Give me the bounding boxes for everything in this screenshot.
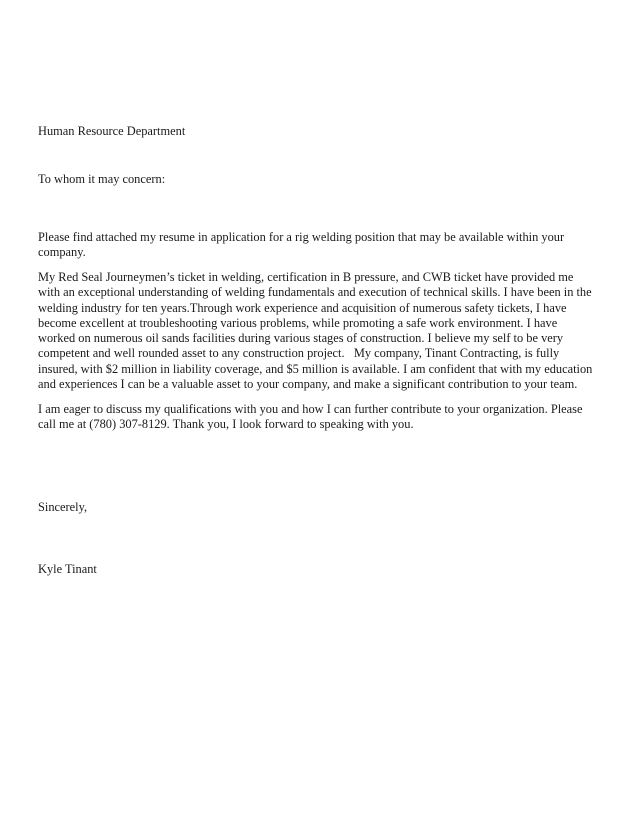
paragraph-contact	[38, 402, 606, 433]
paragraph-line: My Red Seal Journeymen’s ticket in welding, certification in B pressure, and CWB ticket have provided me	[38, 270, 574, 284]
paragraph-line: Please find attached my resume in application for a rig welding position that may be available within your	[38, 230, 565, 244]
paragraph-line: company.	[38, 245, 86, 260]
paragraph-line: competent and well rounded asset to any construction project. My company, Tinant Contracting, is fully	[38, 346, 560, 361]
signature-name: Kyle Tinant	[38, 562, 97, 576]
closing-text: Sincerely,	[38, 500, 88, 514]
paragraph-line: and experiences I can be a valuable asset to your company, and make a significant contribution to your team.	[38, 377, 578, 392]
paragraph-line: worked on numerous oil sands facilities during various stages of construction. I believe my self to be very	[38, 331, 564, 346]
paragraph-line: become excellent at troubleshooting various problems, while promoting a safe work environment. I have	[38, 315, 558, 330]
salutation-line	[38, 172, 606, 187]
salutation-text: To whom it may concern:	[38, 172, 166, 186]
paragraph-qualifications	[38, 270, 606, 392]
closing-line	[38, 500, 606, 515]
paragraph-line: with an exceptional understanding of welding fundamentals and execution of technical skills. I have been in the	[38, 285, 592, 300]
recipient-text: Human Resource Department	[38, 124, 186, 138]
signature-line	[38, 562, 606, 577]
recipient-line	[38, 124, 606, 139]
paragraph-line: welding industry for ten years.Through work experience and acquisition of numerous safety tickets, I have	[38, 300, 567, 315]
paragraph-application	[38, 230, 606, 261]
paragraph-line: call me at (780) 307-8129. Thank you, I look forward to speaking with you.	[38, 417, 414, 432]
paragraph-line: I am eager to discuss my qualifications with you and how I can further contribute to your organization. Please	[38, 402, 583, 416]
paragraph-line: insured, with $2 million in liability coverage, and $5 million is available. I am confident that with my education	[38, 361, 593, 376]
